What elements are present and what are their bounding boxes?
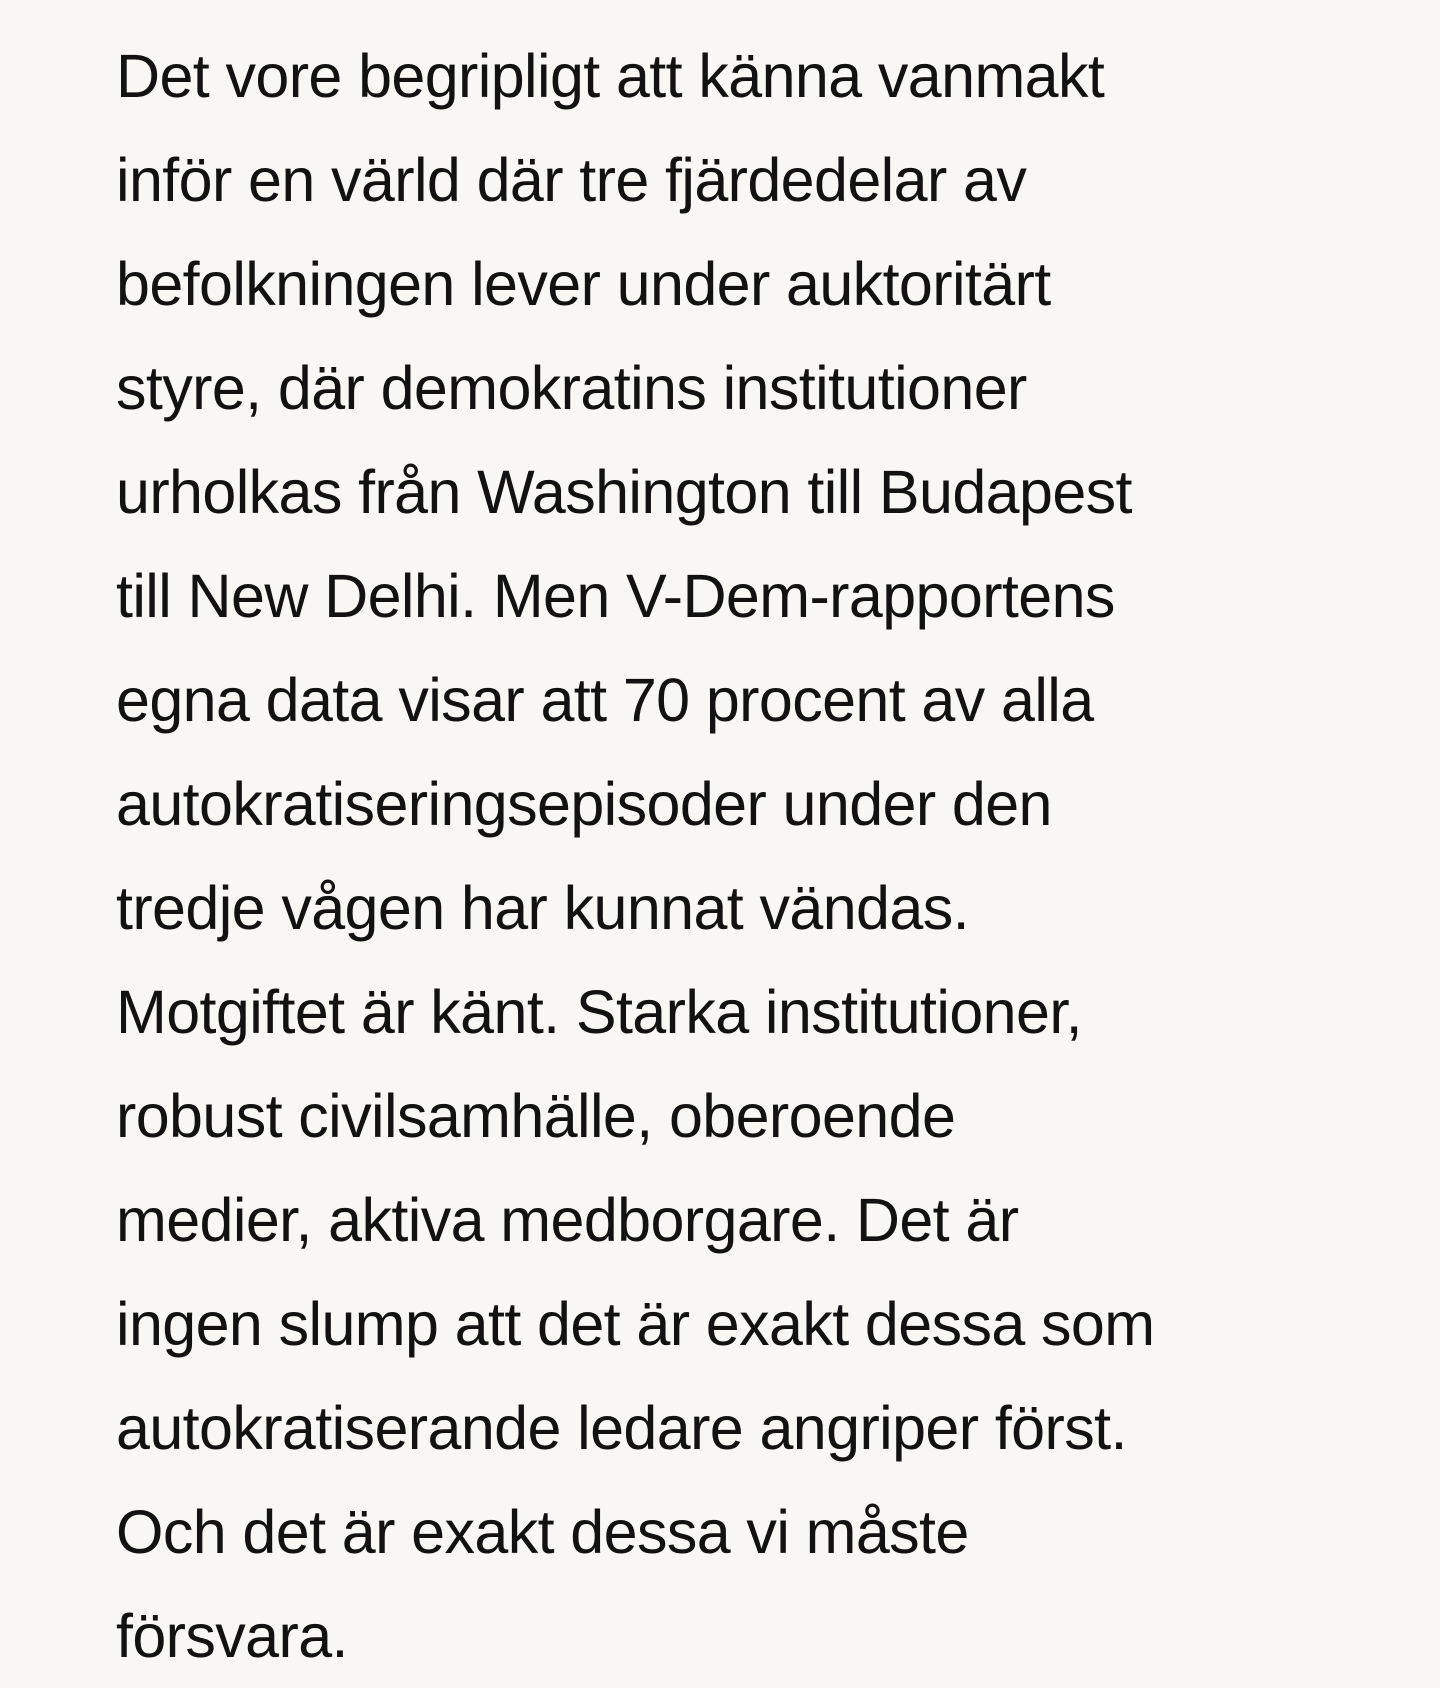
paragraph-line: egna data visar att 70 procent av alla — [116, 666, 1094, 734]
paragraph-line: autokratiserande ledare angriper först. — [116, 1394, 1127, 1462]
paragraph-line: försvara. — [116, 1602, 348, 1670]
paragraph-line: inför en värld där tre fjärdedelar av — [116, 146, 1027, 214]
paragraph-line: till New Delhi. Men V-Dem-rapportens — [116, 562, 1115, 630]
paragraph-line: medier, aktiva medborgare. Det är — [116, 1186, 1019, 1254]
paragraph-line: autokratiseringsepisoder under den — [116, 770, 1052, 838]
paragraph-line: styre, där demokratins institutioner — [116, 354, 1027, 422]
paragraph-line: Det vore begripligt att känna vanmakt — [116, 42, 1105, 110]
paragraph-line: tredje vågen har kunnat vändas. — [116, 874, 969, 942]
paragraph-line: befolkningen lever under auktoritärt — [116, 250, 1051, 318]
paragraph-line: urholkas från Washington till Budapest — [116, 458, 1132, 526]
paragraph-line: Och det är exakt dessa vi måste — [116, 1498, 969, 1566]
paragraph-line: ingen slump att det är exakt dessa som — [116, 1290, 1155, 1358]
article-paragraph — [116, 24, 1154, 1688]
paragraph-line: Motgiftet är känt. Starka institutioner, — [116, 978, 1083, 1046]
paragraph-line: robust civilsamhälle, oberoende — [116, 1082, 956, 1150]
